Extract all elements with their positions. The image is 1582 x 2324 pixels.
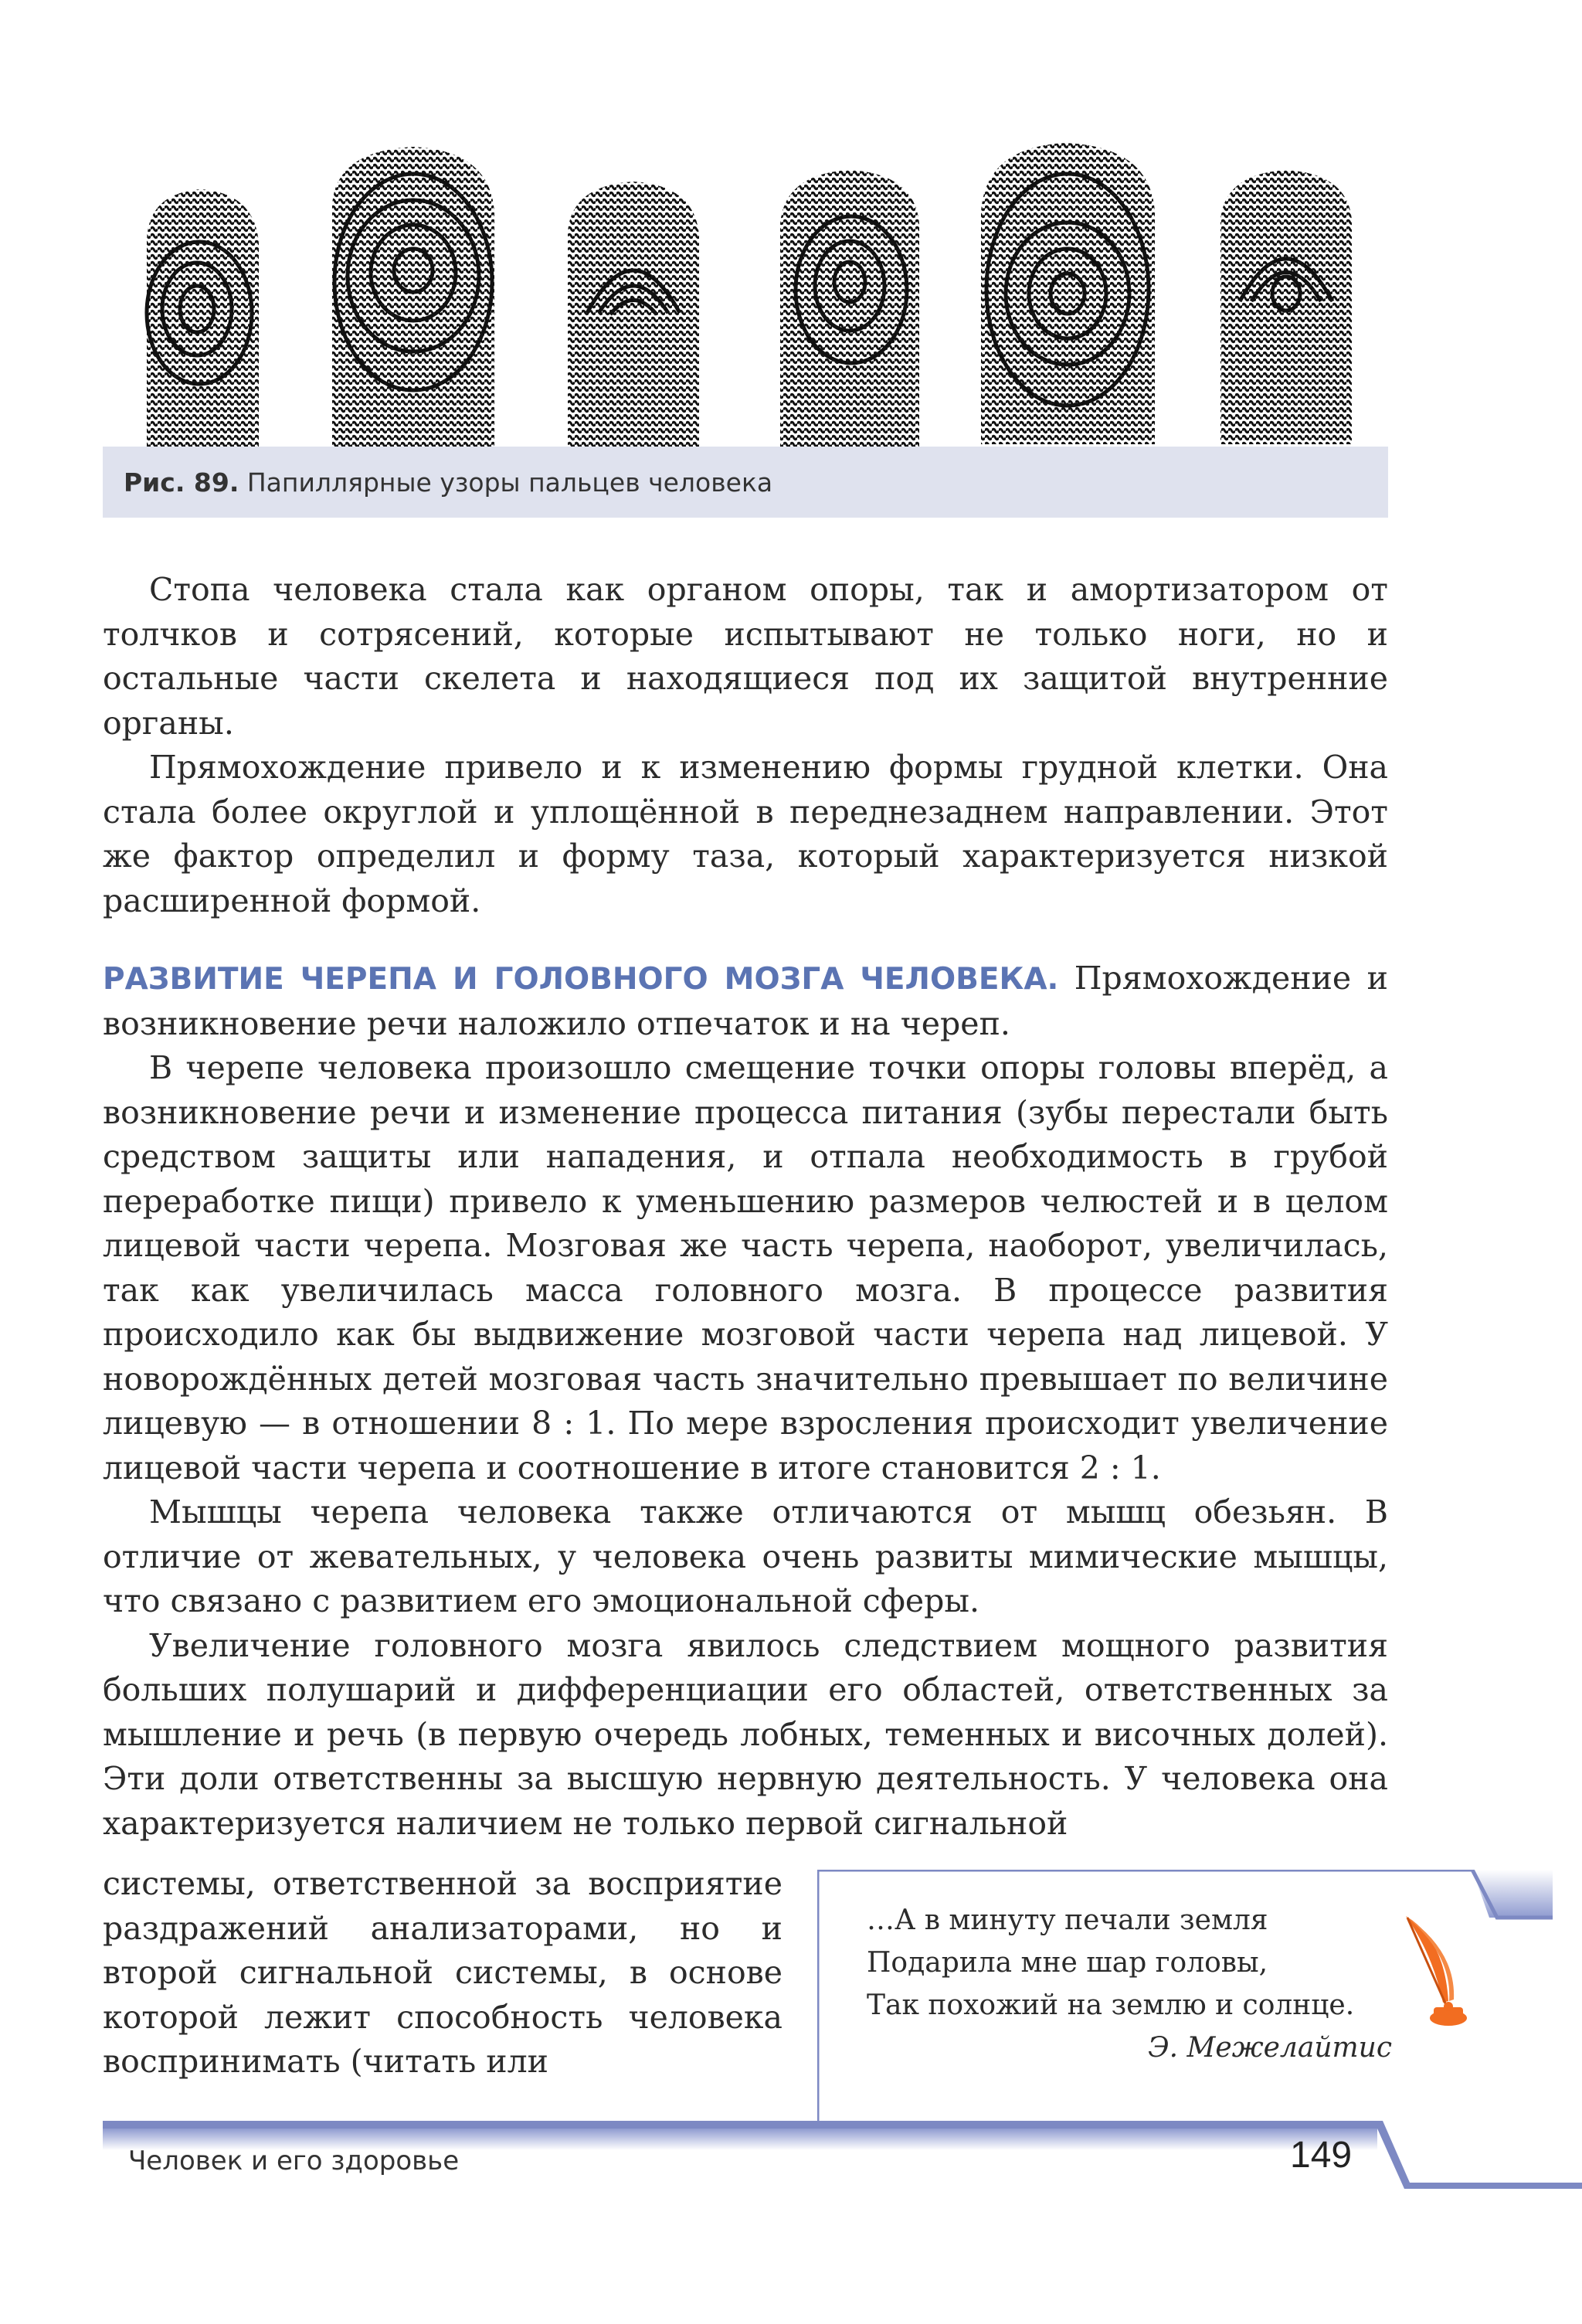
fingerprints-illustration bbox=[116, 135, 1383, 448]
section-2-text bbox=[103, 956, 1388, 1846]
quill-pen-icon bbox=[1390, 1908, 1483, 2040]
fingerprint-1 bbox=[147, 189, 259, 448]
fingerprint-3 bbox=[568, 182, 699, 448]
paragraph: Мышцы черепа человека также отличаются от мышц обезьян. В отличие от жевательных, у человека очень развиты мимические мышцы, что связано с развитием его эмоциональной сферы. bbox=[103, 1493, 1388, 1619]
quote-line: Подарила мне шар головы, bbox=[867, 1947, 1268, 1979]
figure-number: Рис. 89. bbox=[124, 467, 239, 498]
fingerprint-2 bbox=[332, 147, 494, 448]
figure-caption bbox=[103, 447, 1388, 518]
quote-author: Э. Межелайтис bbox=[1148, 2032, 1392, 2064]
fingerprint-4 bbox=[780, 170, 919, 448]
section-heading-paragraph bbox=[103, 956, 1388, 1046]
paragraph: системы, ответственной за восприятие раздражений анализаторами, но и второй сигнальной системы, в основе которой лежит способность человека воспринимать (читать или bbox=[103, 1865, 783, 2080]
paragraph: Стопа человека стала как органом опоры, так и амортизатором от толчков и сотрясений, которые испытывают не только ноги, но и остальные части скелета и находящиеся под их защитой внутренние органы. bbox=[103, 571, 1388, 742]
section-lead-text: Прямохождение и возникновение речи наложило отпечаток и на череп. bbox=[103, 960, 1388, 1042]
section-1-text bbox=[103, 568, 1388, 923]
section-heading: РАЗВИТИЕ ЧЕРЕПА И ГОЛОВНОГО МОЗГА ЧЕЛОВЕКА. bbox=[103, 962, 1059, 997]
fingerprint-5 bbox=[981, 143, 1155, 444]
narrow-text bbox=[103, 1862, 783, 2084]
paragraph: Прямохождение привело и к изменению формы грудной клетки. Она стала более округлой и уплощённой в переднезаднем направлении. Этот же фактор определил и форму таза, который характеризуется низкой расширенной формой. bbox=[103, 749, 1388, 919]
book-title: Человек и его здоровье bbox=[128, 2146, 460, 2176]
paragraph: Увеличение головного мозга явилось следствием мощного развития больших полушарий и дифференциации его областей, ответственных за мышление и речь (в первую очередь лобных, теменных и височных долей). Эти доли ответственны за высшую нервную деятельность. У человека она характеризуется наличием не только первой сигнальной bbox=[103, 1626, 1388, 1842]
quote-line: Так похожий на землю и солнце. bbox=[867, 1989, 1355, 2021]
quote-line: …А в минуту печали земля bbox=[867, 1904, 1268, 1936]
page-number: 149 bbox=[1290, 2135, 1353, 2176]
epigraph-quote bbox=[867, 1899, 1392, 2069]
paragraph: В черепе человека произошло смещение точки опоры головы вперёд, а возникновение речи и изменение процесса питания (зубы перестали быть средством защиты или нападения, и отпала необходимость в грубой переработке пищи) привело к уменьшению размеров челюстей и в целом лицевой части черепа. Мозговая же часть черепа, наоборот, увеличилась, так как увеличилась масса головного мозга. В процессе развития происходило как бы выдвижение мозговой части черепа над лицевой. У новорождённых детей мозговая часть значительно превышает по величине лицевую — в отношении 8 : 1. По мере взросления происходит увеличение лицевой части черепа и соотношение в итоге становится 2 : 1. bbox=[103, 1049, 1388, 1486]
fingerprint-6 bbox=[1220, 170, 1352, 444]
figure-caption-text: Папиллярные узоры пальцев человека bbox=[246, 467, 773, 498]
